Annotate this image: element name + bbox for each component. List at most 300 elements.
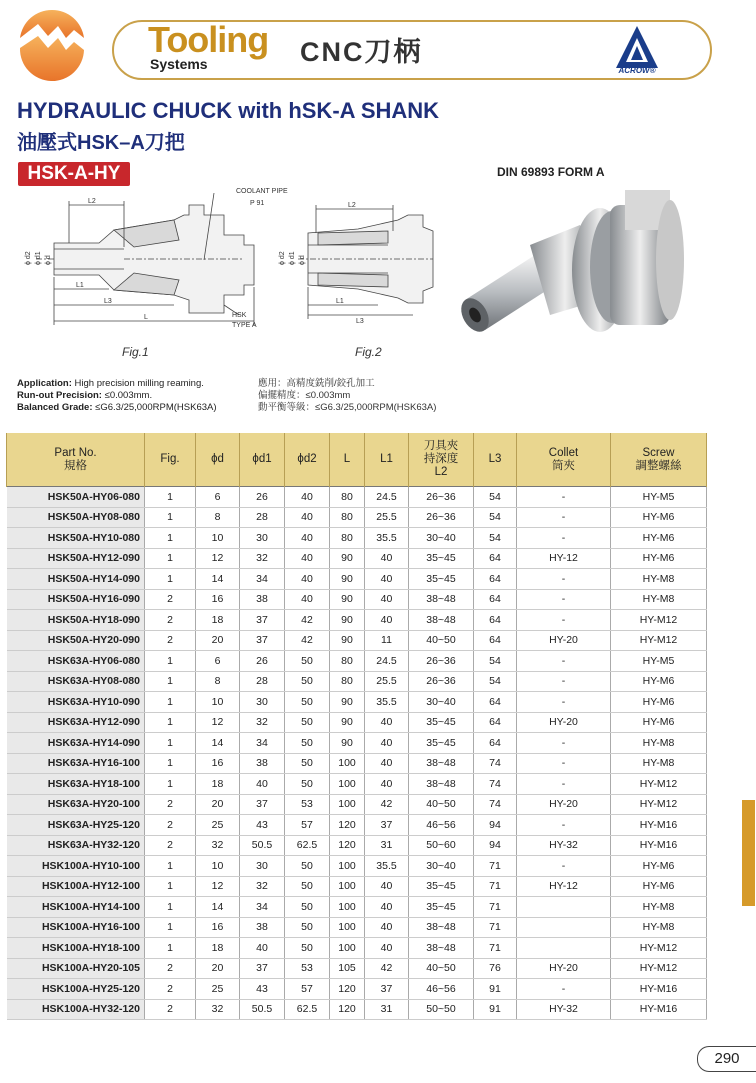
table-cell: 40 [365,733,409,754]
table-cell: 40 [365,589,409,610]
spec-table [6,433,707,1020]
table-row [7,999,707,1020]
table-cell: HY-M16 [611,979,707,1000]
table-row [7,897,707,918]
table-cell: 37 [365,815,409,836]
table-cell: 71 [474,897,517,918]
table-cell: 16 [196,917,240,938]
table-row [7,958,707,979]
table-cell: 80 [330,651,365,672]
table-cell: - [517,507,611,528]
table-cell: 25 [196,979,240,1000]
table-cell: 2 [145,835,196,856]
table-cell: 40 [365,917,409,938]
table-cell: HY-M16 [611,815,707,836]
col-l3: L3 [474,433,517,487]
table-cell: 40~50 [409,958,474,979]
table-cell: - [517,651,611,672]
table-cell: 32 [240,712,285,733]
part-number-cell: HSK50A-HY08-080 [7,507,145,528]
table-cell: 38~48 [409,589,474,610]
table-cell: 38 [240,753,285,774]
part-number-cell: HSK100A-HY20-105 [7,958,145,979]
table-cell: 40 [285,548,330,569]
table-cell: 90 [330,589,365,610]
table-cell: 30~40 [409,528,474,549]
table-cell: 37 [240,794,285,815]
table-cell: 100 [330,794,365,815]
table-cell: 2 [145,589,196,610]
table-cell: 26~36 [409,651,474,672]
table-cell [517,917,611,938]
table-cell: 34 [240,733,285,754]
table-cell: 54 [474,671,517,692]
table-cell: 50 [285,671,330,692]
table-cell: 50~50 [409,999,474,1020]
table-cell: HY-M8 [611,589,707,610]
table-cell: 40 [365,897,409,918]
specs-cn [258,378,436,414]
table-cell: HY-M6 [611,548,707,569]
table-cell: 40 [365,610,409,631]
dim-label-l3: L3 [104,298,112,305]
table-cell: 35~45 [409,712,474,733]
part-number-cell: HSK50A-HY18-090 [7,610,145,631]
table-cell: 71 [474,938,517,959]
table-cell: 18 [196,774,240,795]
table-cell: 64 [474,712,517,733]
table-cell: 50.5 [240,999,285,1020]
table-cell: 2 [145,610,196,631]
table-cell: 50 [285,876,330,897]
table-cell: 14 [196,733,240,754]
table-row [7,794,707,815]
table-cell: - [517,774,611,795]
table-cell: 43 [240,815,285,836]
table-cell: 38~48 [409,938,474,959]
table-cell: 100 [330,897,365,918]
col-d2: ϕd2 [285,433,330,487]
mountain-logo-icon [18,8,86,84]
table-cell: 40 [365,938,409,959]
table-cell: HY-M5 [611,651,707,672]
part-number-cell: HSK63A-HY18-100 [7,774,145,795]
table-cell: 43 [240,979,285,1000]
table-cell: - [517,589,611,610]
table-cell: 38~48 [409,610,474,631]
table-cell: 54 [474,528,517,549]
table-cell: 34 [240,897,285,918]
table-cell: 90 [330,733,365,754]
table-row [7,528,707,549]
table-cell: 12 [196,548,240,569]
table-cell: - [517,569,611,590]
table-cell: 32 [196,835,240,856]
table-cell: 37 [240,630,285,651]
table-cell: 30 [240,856,285,877]
table-cell: 40 [365,548,409,569]
table-cell: 35~45 [409,897,474,918]
table-cell: 64 [474,589,517,610]
table-cell: 6 [196,651,240,672]
table-cell: HY-M12 [611,794,707,815]
table-cell: 14 [196,897,240,918]
table-row [7,712,707,733]
table-cell: 50 [285,856,330,877]
table-cell: 50 [285,692,330,713]
table-cell: 74 [474,753,517,774]
part-number-cell: HSK50A-HY12-090 [7,548,145,569]
table-body [7,487,707,1020]
table-cell: 12 [196,876,240,897]
page-title-cn: 油壓式HSK–A刀把 [17,132,185,154]
table-cell: 46~56 [409,815,474,836]
table-cell: 100 [330,938,365,959]
table-cell: 24.5 [365,651,409,672]
table-cell: HY-20 [517,630,611,651]
table-cell: - [517,671,611,692]
table-cell: 71 [474,917,517,938]
table-cell: 40 [365,774,409,795]
table-cell: 120 [330,835,365,856]
part-number-cell: HSK100A-HY18-100 [7,938,145,959]
table-cell: 90 [330,630,365,651]
table-cell: HY-20 [517,712,611,733]
table-cell: 90 [330,610,365,631]
table-cell: 40 [365,876,409,897]
table-cell: HY-32 [517,835,611,856]
table-cell: 64 [474,610,517,631]
spec-cn-line: 動平衡等級：≤G6.3/25,000RPM(HSK63A) [258,402,437,413]
table-cell: 35~45 [409,569,474,590]
series-badge: HSK-A-HY [18,162,130,186]
table-cell: 38 [240,917,285,938]
part-number-cell: HSK100A-HY32-120 [7,999,145,1020]
table-cell: HY-32 [517,999,611,1020]
table-cell: 31 [365,999,409,1020]
table-cell: 6 [196,487,240,508]
table-cell: 1 [145,692,196,713]
table-row [7,569,707,590]
table-cell: 40~50 [409,630,474,651]
table-cell: 11 [365,630,409,651]
hsk-chuck-photo [460,185,700,355]
table-cell: HY-M6 [611,671,707,692]
table-row [7,671,707,692]
table-cell: 1 [145,712,196,733]
table-cell: HY-M8 [611,569,707,590]
table-cell: - [517,856,611,877]
table-row [7,774,707,795]
table-cell: 90 [330,548,365,569]
table-cell: 50.5 [240,835,285,856]
table-cell: HY-M12 [611,938,707,959]
table-cell: 57 [285,815,330,836]
table-cell: 1 [145,569,196,590]
dim-label-l1: L1 [336,298,344,305]
table-cell: 30 [240,528,285,549]
col-l: L [330,433,365,487]
dim-label-l2: L2 [88,198,96,205]
table-row [7,487,707,508]
table-cell: HY-12 [517,548,611,569]
table-cell: 42 [285,630,330,651]
table-cell: HY-M8 [611,753,707,774]
table-row [7,733,707,754]
table-cell: 100 [330,774,365,795]
table-cell: 42 [365,958,409,979]
table-cell: 100 [330,753,365,774]
table-row [7,917,707,938]
table-cell: 31 [365,835,409,856]
table-cell: 30 [240,692,285,713]
table-cell: 50~60 [409,835,474,856]
table-cell: 1 [145,938,196,959]
table-row [7,753,707,774]
table-cell: 8 [196,507,240,528]
table-cell: 90 [330,712,365,733]
table-cell: 16 [196,589,240,610]
table-cell: 10 [196,856,240,877]
table-cell: 24.5 [365,487,409,508]
table-row [7,835,707,856]
table-cell: 53 [285,794,330,815]
part-number-cell: HSK100A-HY25-120 [7,979,145,1000]
table-cell: 40 [285,507,330,528]
table-cell: 32 [240,876,285,897]
table-cell: 40 [365,753,409,774]
table-cell: HY-M6 [611,856,707,877]
part-number-cell: HSK63A-HY14-090 [7,733,145,754]
table-cell: 1 [145,856,196,877]
figure-2-caption: Fig.2 [355,345,382,359]
col-d1: ϕd1 [240,433,285,487]
spec-line-runout: Run-out Precision: ≤0.003mm. [17,390,153,401]
table-cell: 2 [145,979,196,1000]
table-cell: 50 [285,712,330,733]
table-cell: 71 [474,876,517,897]
hsk-label: HSK [232,312,247,319]
table-cell [517,897,611,918]
table-cell: 64 [474,548,517,569]
part-number-cell: HSK63A-HY08-080 [7,671,145,692]
spec-line-application: Application: High precision milling reaming. [17,378,204,389]
part-number-cell: HSK100A-HY16-100 [7,917,145,938]
table-row [7,630,707,651]
table-cell: HY-M8 [611,897,707,918]
coolant-pipe-label: COOLANT PIPE [236,188,288,195]
brand-name: Tooling [148,19,269,60]
table-cell: 94 [474,835,517,856]
table-cell: 40 [285,528,330,549]
col-screw: Screw 調整螺絲 [611,433,707,487]
table-cell: 26~36 [409,671,474,692]
table-cell: - [517,815,611,836]
dim-label-l: L [144,314,148,321]
table-cell: 1 [145,733,196,754]
table-cell: 64 [474,692,517,713]
table-row [7,856,707,877]
table-cell: 80 [330,671,365,692]
table-cell: 57 [285,979,330,1000]
table-cell: 2 [145,815,196,836]
dim-label-d: ϕ d [45,255,52,265]
table-cell: 62.5 [285,999,330,1020]
table-cell: 18 [196,610,240,631]
table-cell: 80 [330,507,365,528]
table-cell: 64 [474,733,517,754]
table-cell: 54 [474,651,517,672]
table-cell [517,938,611,959]
table-row [7,938,707,959]
table-cell: - [517,979,611,1000]
table-cell: 50 [285,651,330,672]
table-cell: 28 [240,507,285,528]
part-number-cell: HSK63A-HY32-120 [7,835,145,856]
dim-label-d1: ϕ d1 [35,251,42,265]
table-cell: 30~40 [409,856,474,877]
part-number-cell: HSK63A-HY10-090 [7,692,145,713]
table-cell: 38~48 [409,774,474,795]
table-cell: 38 [240,589,285,610]
table-cell: 1 [145,671,196,692]
figure-2-drawing [268,195,440,325]
table-cell: 80 [330,528,365,549]
table-cell: 37 [240,958,285,979]
table-cell: 38~48 [409,753,474,774]
table-cell: 40 [365,569,409,590]
table-cell: HY-12 [517,876,611,897]
table-cell: 25.5 [365,507,409,528]
table-row [7,692,707,713]
table-cell: 40 [365,712,409,733]
spec-cn-line: 應用：高精度銑削/鉸孔加工 [258,378,375,389]
col-d: ϕd [196,433,240,487]
table-cell: 46~56 [409,979,474,1000]
table-cell: 71 [474,856,517,877]
table-row [7,610,707,631]
table-cell: - [517,753,611,774]
table-cell: 2 [145,630,196,651]
col-fig: Fig. [145,433,196,487]
header-cn-title: CNC刀柄 [300,37,423,67]
table-cell: 14 [196,569,240,590]
table-cell: 2 [145,958,196,979]
table-cell: 1 [145,548,196,569]
table-cell: 40 [285,589,330,610]
col-part-no: Part No. 規格 [7,433,145,487]
table-cell: 28 [240,671,285,692]
table-cell: 35~45 [409,876,474,897]
table-cell: - [517,610,611,631]
table-cell: 8 [196,671,240,692]
dim-label-d2: ϕ d2 [25,251,32,265]
part-number-cell: HSK63A-HY06-080 [7,651,145,672]
table-cell: HY-M6 [611,712,707,733]
table-cell: 76 [474,958,517,979]
part-number-cell: HSK50A-HY16-090 [7,589,145,610]
table-cell: HY-M12 [611,774,707,795]
table-cell: 32 [240,548,285,569]
table-cell: 1 [145,897,196,918]
table-cell: HY-M12 [611,610,707,631]
table-cell: HY-M6 [611,692,707,713]
table-cell: HY-M16 [611,999,707,1020]
table-cell: 12 [196,712,240,733]
table-cell: 64 [474,569,517,590]
table-cell: HY-M12 [611,630,707,651]
table-cell: HY-M12 [611,958,707,979]
table-cell: 50 [285,917,330,938]
table-cell: 2 [145,999,196,1020]
table-row [7,589,707,610]
part-number-cell: HSK100A-HY10-100 [7,856,145,877]
part-number-cell: HSK63A-HY12-090 [7,712,145,733]
table-cell: 74 [474,774,517,795]
din-standard: DIN 69893 FORM A [497,165,605,179]
table-cell: 1 [145,507,196,528]
table-cell: 50 [285,897,330,918]
table-row [7,815,707,836]
dim-label-d2: ϕ d2 [279,251,286,265]
table-cell: 10 [196,692,240,713]
table-cell: 74 [474,794,517,815]
part-number-cell: HSK63A-HY16-100 [7,753,145,774]
table-cell: 26 [240,487,285,508]
table-cell: HY-M5 [611,487,707,508]
table-cell: 20 [196,794,240,815]
dim-label-l1: L1 [76,282,84,289]
table-cell: 40 [240,938,285,959]
page-number: 290 [697,1046,756,1072]
table-cell: - [517,692,611,713]
table-cell: 100 [330,876,365,897]
table-cell: 20 [196,958,240,979]
acrow-logo-text: ACROW® [618,66,656,75]
table-cell: 35~45 [409,548,474,569]
table-header-row [7,433,707,487]
side-tab [742,800,755,906]
table-cell: 42 [365,794,409,815]
table-row [7,876,707,897]
table-cell: 40 [240,774,285,795]
table-cell: 54 [474,487,517,508]
part-number-cell: HSK63A-HY25-120 [7,815,145,836]
table-cell: 35.5 [365,692,409,713]
table-cell: HY-M6 [611,507,707,528]
table-cell: 90 [330,692,365,713]
table-row [7,507,707,528]
table-cell: 40 [285,487,330,508]
col-l1: L1 [365,433,409,487]
part-number-cell: HSK50A-HY14-090 [7,569,145,590]
table-cell: - [517,733,611,754]
table-cell: 94 [474,815,517,836]
table-cell: 42 [285,610,330,631]
table-cell: 1 [145,917,196,938]
table-cell: HY-20 [517,794,611,815]
table-cell: 20 [196,630,240,651]
table-cell: 26 [240,651,285,672]
table-cell: 18 [196,938,240,959]
table-cell: 120 [330,999,365,1020]
table-cell: 34 [240,569,285,590]
table-cell: 30~40 [409,692,474,713]
table-cell: 91 [474,999,517,1020]
table-cell: 1 [145,774,196,795]
table-cell: - [517,528,611,549]
figure-1-drawing [14,185,288,335]
